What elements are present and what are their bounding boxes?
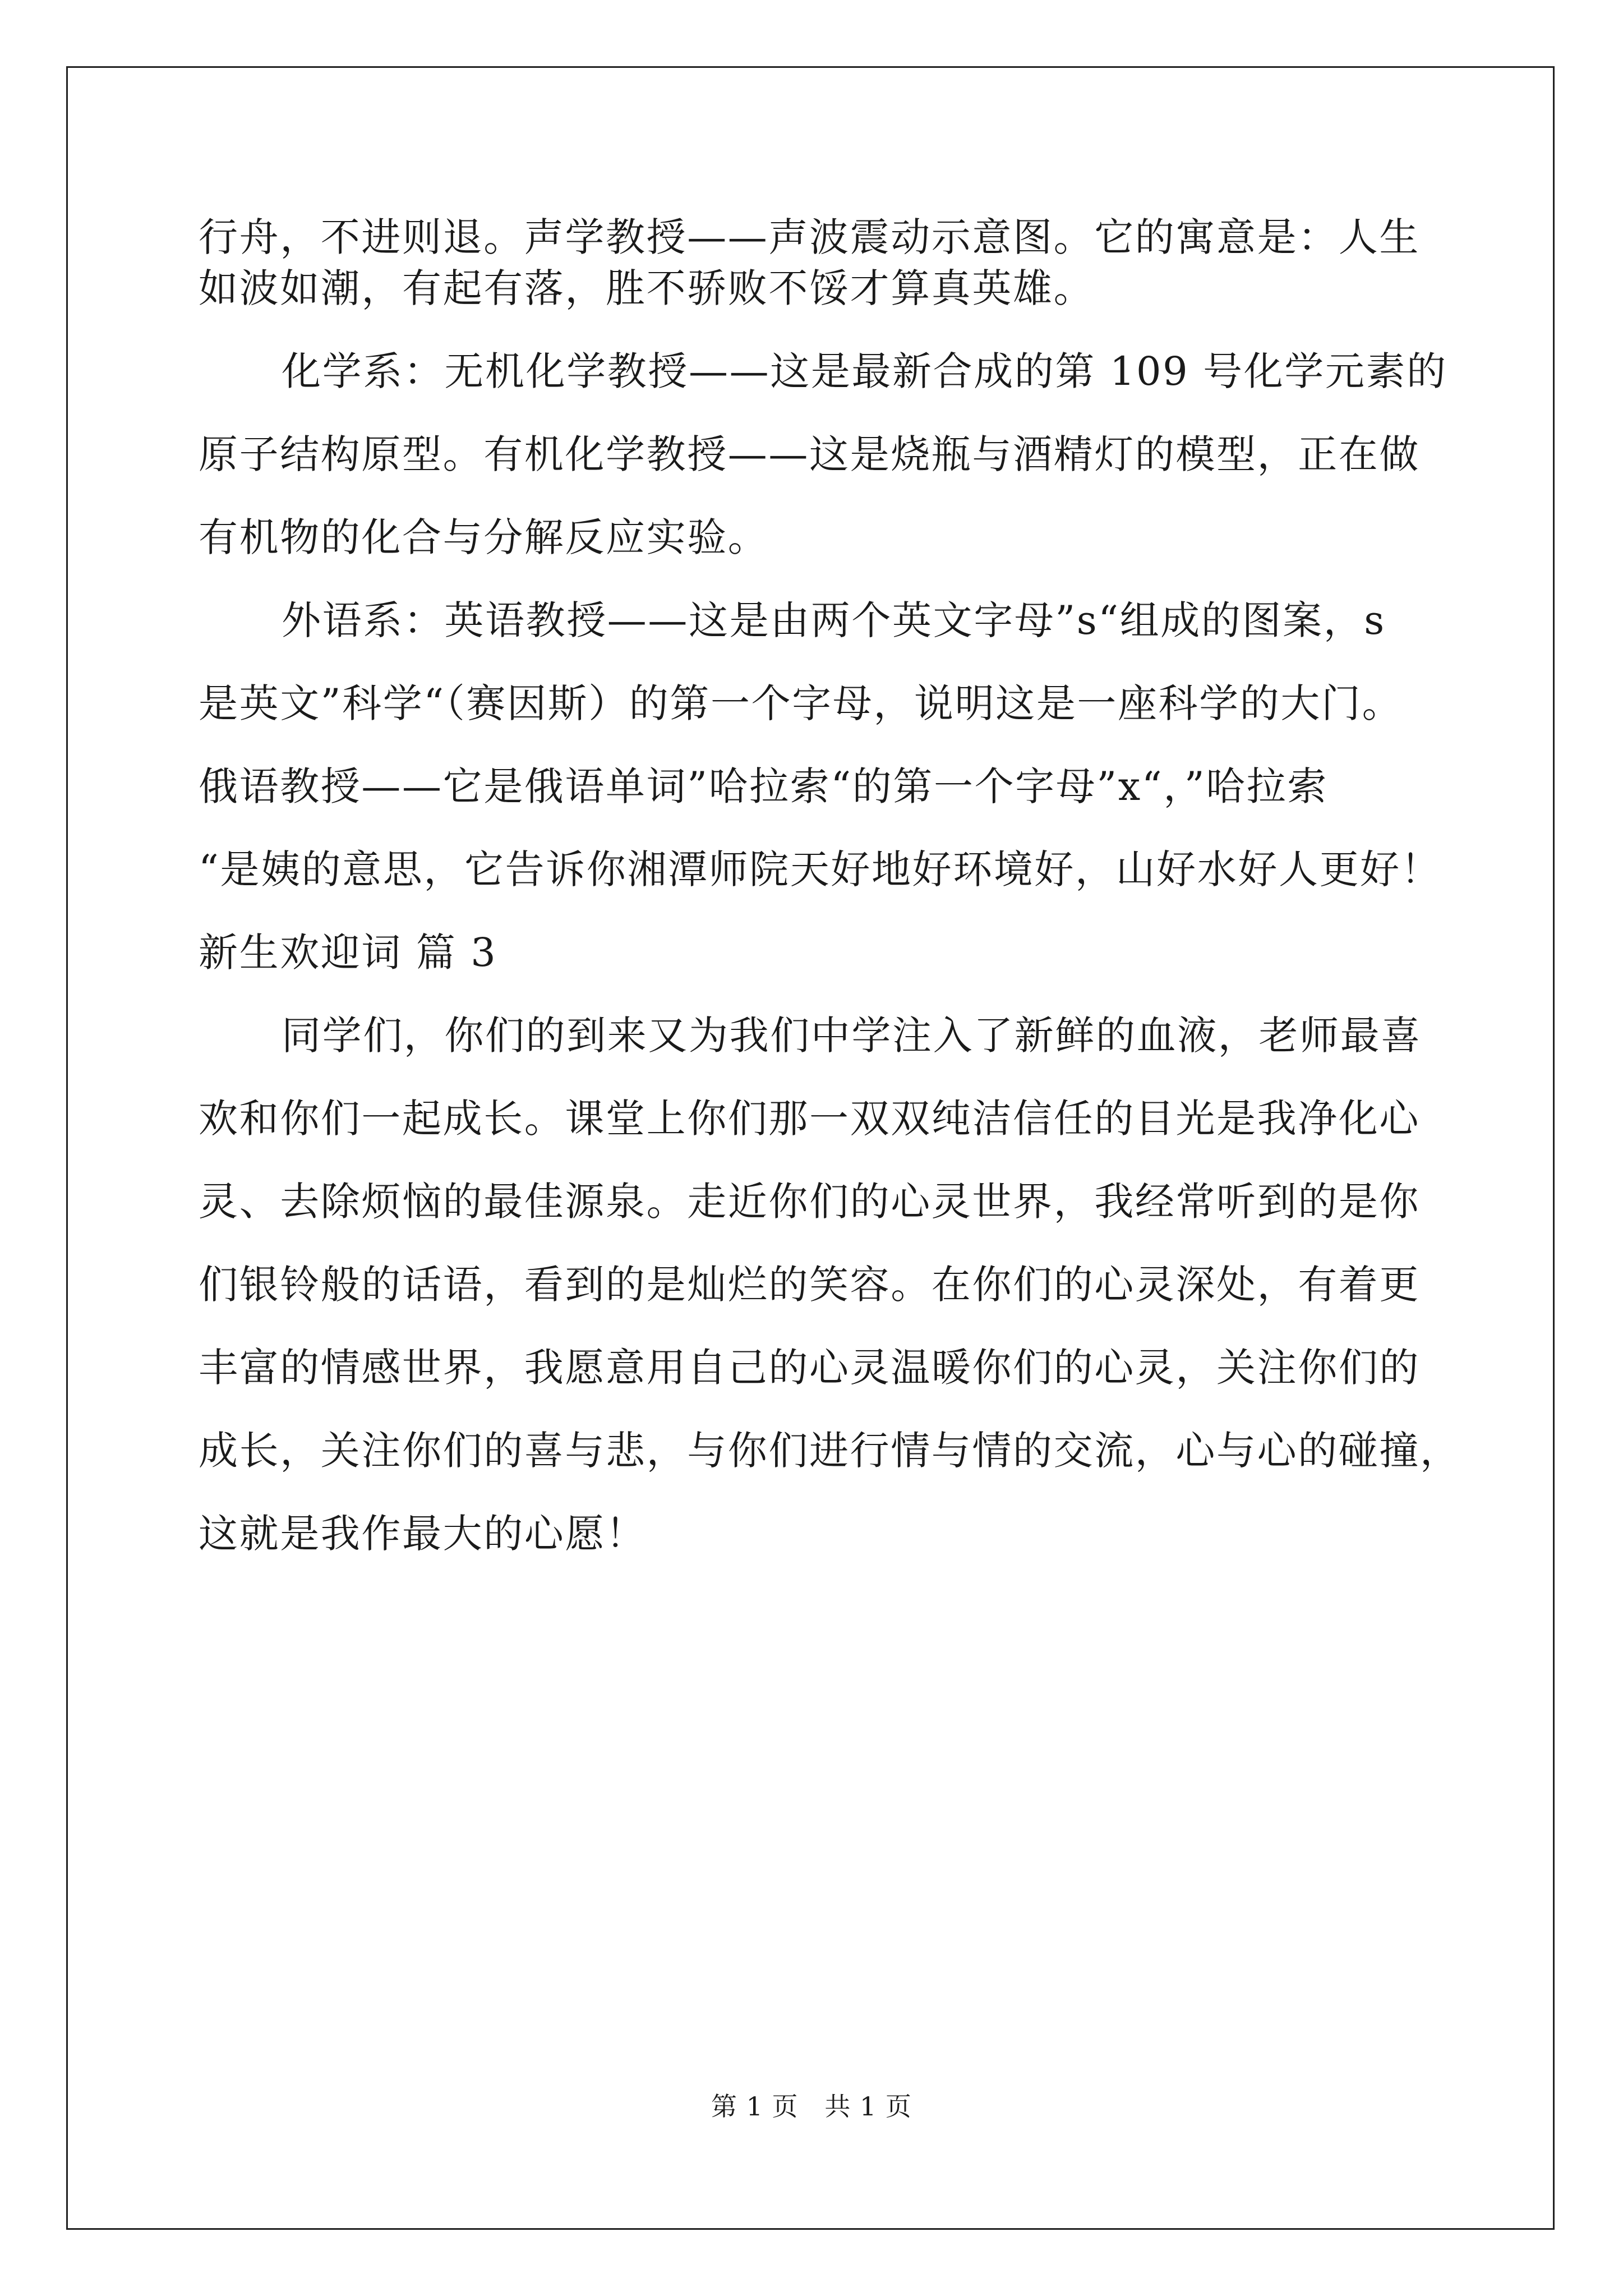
text-line: 如波如潮，有起有落，胜不骄败不馁才算真英雄。 bbox=[199, 265, 1095, 311]
section-heading: 新生欢迎词 篇 3 bbox=[199, 930, 497, 976]
text-line: 丰富的情感世界，我愿意用自己的心灵温暖你们的心灵，关注你们的 bbox=[199, 1345, 1420, 1391]
text-line: 化学系：无机化学教授——这是最新合成的第 109 号化学元素的 bbox=[282, 348, 1447, 394]
text-line: 同学们，你们的到来又为我们中学注入了新鲜的血液，老师最喜 bbox=[282, 1013, 1422, 1059]
text-line: 有机物的化合与分解反应实验。 bbox=[199, 514, 769, 560]
paragraph bbox=[199, 212, 1427, 314]
text-line: 这就是我作最大的心愿！ bbox=[199, 1511, 647, 1557]
text-line: 成长，关注你们的喜与悲，与你们进行情与情的交流，心与心的碰撞， bbox=[199, 1428, 1461, 1474]
document-body bbox=[199, 212, 1461, 1559]
text-line: 行舟，不进则退。声学教授——声波震动示意图。它的寓意是：人生 bbox=[199, 214, 1420, 260]
paragraph bbox=[199, 346, 1447, 563]
text-line: 是英文”科学“（赛因斯）的第一个字母，说明这是一座科学的大门。 bbox=[199, 680, 1403, 726]
text-line: 外语系：英语教授——这是由两个英文字母”s“组成的图案，s bbox=[282, 597, 1386, 643]
text-line: 欢和你们一起成长。课堂上你们那一双双纯洁信任的目光是我净化心 bbox=[199, 1096, 1420, 1142]
text-line: 灵、去除烦恼的最佳源泉。走近你们的心灵世界，我经常听到的是你 bbox=[199, 1179, 1420, 1225]
text-line: 俄语教授——它是俄语单词”哈拉索“的第一个字母”x“，”哈拉索 bbox=[199, 763, 1329, 809]
text-line: 原子结构原型。有机化学教授——这是烧瓶与酒精灯的模型，正在做 bbox=[199, 431, 1420, 477]
paragraph bbox=[199, 1010, 1461, 1559]
page-number: 第 1 页 共 1 页 bbox=[711, 2091, 912, 2122]
paragraph bbox=[199, 595, 1442, 978]
text-line: “是姨的意思，它告诉你湘潭师院天好地好环境好，山好水好人更好！ bbox=[199, 846, 1442, 892]
text-line: 们银铃般的话语，看到的是灿烂的笑容。在你们的心灵深处，有着更 bbox=[199, 1262, 1420, 1308]
